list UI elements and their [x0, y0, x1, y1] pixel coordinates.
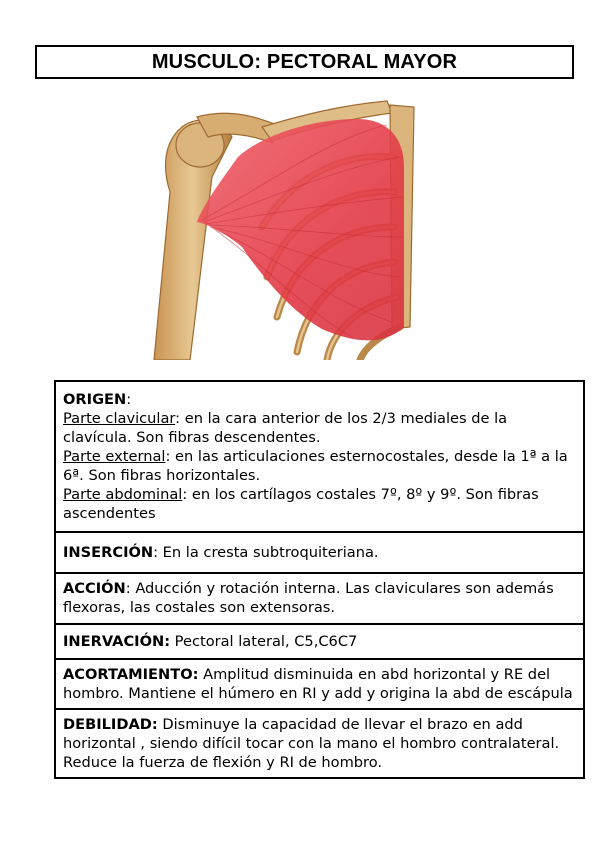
external-text: : en las articulaciones esternocostales, desde la 1ª a la 6ª. Son fibras horizontales.: [63, 448, 568, 484]
insercion-label: INSERCIÓN: [63, 544, 154, 561]
external-label: Parte external: [63, 448, 166, 465]
pectoralis-major-muscle: [197, 119, 404, 340]
insercion-text: : En la cresta subtroquiteriana.: [153, 544, 379, 561]
row-debilidad: [55, 709, 584, 778]
anatomy-svg: [142, 97, 427, 360]
acortamiento-text: Amplitud disminuida en abd horizontal y RE del hombro. Mantiene el húmero en RI y add y origina la abd de escápula: [63, 666, 573, 702]
row-insercion: [55, 532, 584, 573]
row-acortamiento: [55, 659, 584, 709]
inervacion-text: Pectoral lateral, C5,C6C7: [170, 633, 358, 650]
accion-text: : Aducción y rotación interna. Las claviculares son además flexoras, las costales son extensoras.: [63, 580, 554, 616]
inervacion-cell: [55, 624, 584, 659]
origen-cell: [55, 381, 584, 532]
insercion-cell: [55, 532, 584, 573]
accion-cell: [55, 573, 584, 624]
muscle-info-table: [54, 380, 585, 779]
origen-label: ORIGEN: [63, 391, 127, 408]
row-accion: [55, 573, 584, 624]
acortamiento-cell: [55, 659, 584, 709]
clavicular-label: Parte clavicular: [63, 410, 176, 427]
row-inervacion: [55, 624, 584, 659]
pectoral-illustration: [142, 97, 427, 360]
abdominal-label: Parte abdominal: [63, 486, 183, 503]
accion-label: ACCIÓN: [63, 580, 126, 597]
debilidad-label: DEBILIDAD:: [63, 716, 158, 733]
inervacion-label: INERVACIÓN:: [63, 633, 171, 650]
clavicular-text: : en la cara anterior de los 2/3 mediales de la clavícula. Son fibras descendentes.: [63, 410, 508, 446]
debilidad-cell: [55, 709, 584, 778]
page-title: MUSCULO: PECTORAL MAYOR: [151, 50, 458, 73]
abdominal-text: : en los cartílagos costales 7º, 8º y 9º. Son fibras ascendentes: [63, 486, 539, 522]
origen-label-suffix: :: [126, 391, 132, 408]
acortamiento-label: ACORTAMIENTO:: [63, 666, 199, 683]
debilidad-text: Disminuye la capacidad de llevar el brazo en add horizontal , siendo difícil tocar con la mano el hombro contralateral. Reduce la fuerza de flexión y RI de hombro.: [63, 716, 560, 771]
row-origen: [55, 381, 584, 532]
title-box: [35, 45, 574, 79]
